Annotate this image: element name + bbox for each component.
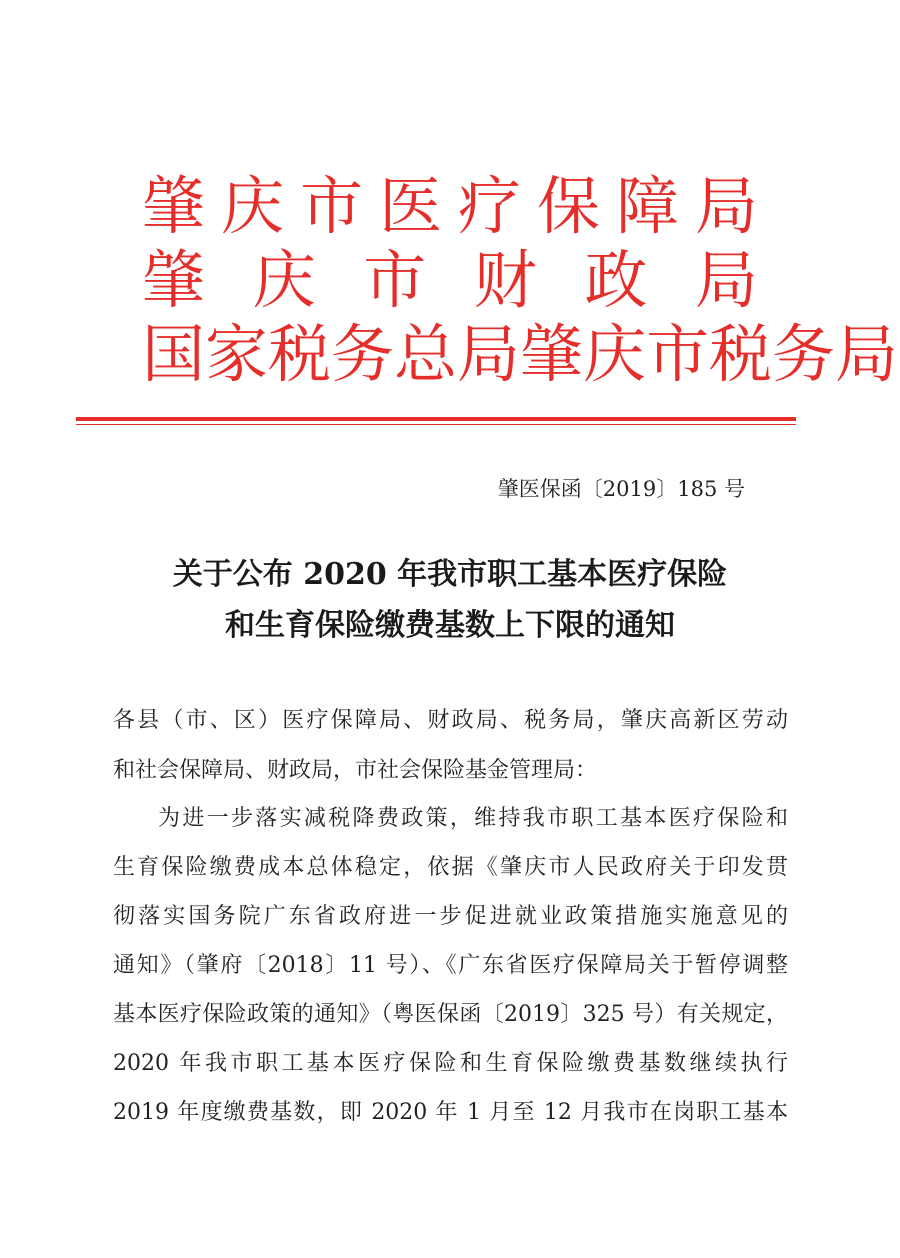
issuer-char: 市 xyxy=(646,318,709,391)
issuer-char: 局 xyxy=(695,170,758,243)
issuer-char: 家 xyxy=(205,318,268,391)
paragraph-line-5: 基本医疗保险政策的通知》（粤医保函〔2019〕325 号）有关规定， xyxy=(113,1002,788,1027)
issuer-char: 医 xyxy=(379,170,442,243)
issuer-char: 疗 xyxy=(458,170,521,243)
issuer-line-1 xyxy=(142,169,758,245)
issuer-char: 财 xyxy=(473,244,537,317)
issuer-char: 务 xyxy=(331,318,394,391)
issuer-char: 保 xyxy=(537,170,600,243)
header-red-rule-thin xyxy=(76,424,796,425)
document-number: 肇医保函〔2019〕185 号 xyxy=(497,477,745,501)
issuer-char: 国 xyxy=(142,318,205,391)
issuer-char: 税 xyxy=(268,318,331,391)
issuer-char: 肇 xyxy=(520,318,583,391)
issuer-char: 庆 xyxy=(583,318,646,391)
issuer-char: 局 xyxy=(457,318,520,391)
paragraph-line-7: 2019 年度缴费基数，即 2020 年 1 月至 12 月我市在岗职工基本 xyxy=(113,1100,788,1125)
paragraph-line-1: 为进一步落实减税降费政策，维持我市职工基本医疗保险和 xyxy=(158,806,788,831)
issuer-char: 庆 xyxy=(221,170,284,243)
issuer-char: 庆 xyxy=(252,244,316,317)
issuer-char: 局 xyxy=(694,244,758,317)
issuer-line-2 xyxy=(142,243,758,319)
issuer-char: 局 xyxy=(835,318,898,391)
issuer-char: 政 xyxy=(584,244,648,317)
addressee-line-2: 和社会保障局、财政局，市社会保险基金管理局： xyxy=(113,758,598,783)
paragraph-line-2: 生育保险缴费成本总体稳定，依据《肇庆市人民政府关于印发贯 xyxy=(113,855,788,880)
paragraph-line-4: 通知》（肇府〔2018〕11 号）、《广东省医疗保障局关于暂停调整 xyxy=(113,953,788,978)
issuer-char: 税 xyxy=(709,318,772,391)
issuer-char: 肇 xyxy=(142,170,205,243)
issuer-char: 障 xyxy=(616,170,679,243)
issuer-line-3 xyxy=(142,317,898,393)
issuer-char: 市 xyxy=(300,170,363,243)
issuer-char: 务 xyxy=(772,318,835,391)
header-red-rule xyxy=(76,417,796,421)
paragraph-line-3: 彻落实国务院广东省政府进一步促进就业政策措施实施意见的 xyxy=(113,904,788,929)
issuer-char: 肇 xyxy=(142,244,205,317)
paragraph-line-6: 2020 年我市职工基本医疗保险和生育保险缴费基数继续执行 xyxy=(113,1051,788,1076)
issuer-char: 总 xyxy=(394,318,457,391)
addressee-line-1: 各县（市、区）医疗保障局、财政局、税务局，肇庆高新区劳动 xyxy=(113,708,788,733)
document-title-line-2: 和生育保险缴费基数上下限的通知 xyxy=(225,608,675,643)
issuer-char: 市 xyxy=(363,244,427,317)
document-title-line-1: 关于公布 2020 年我市职工基本医疗保险 xyxy=(172,557,728,592)
